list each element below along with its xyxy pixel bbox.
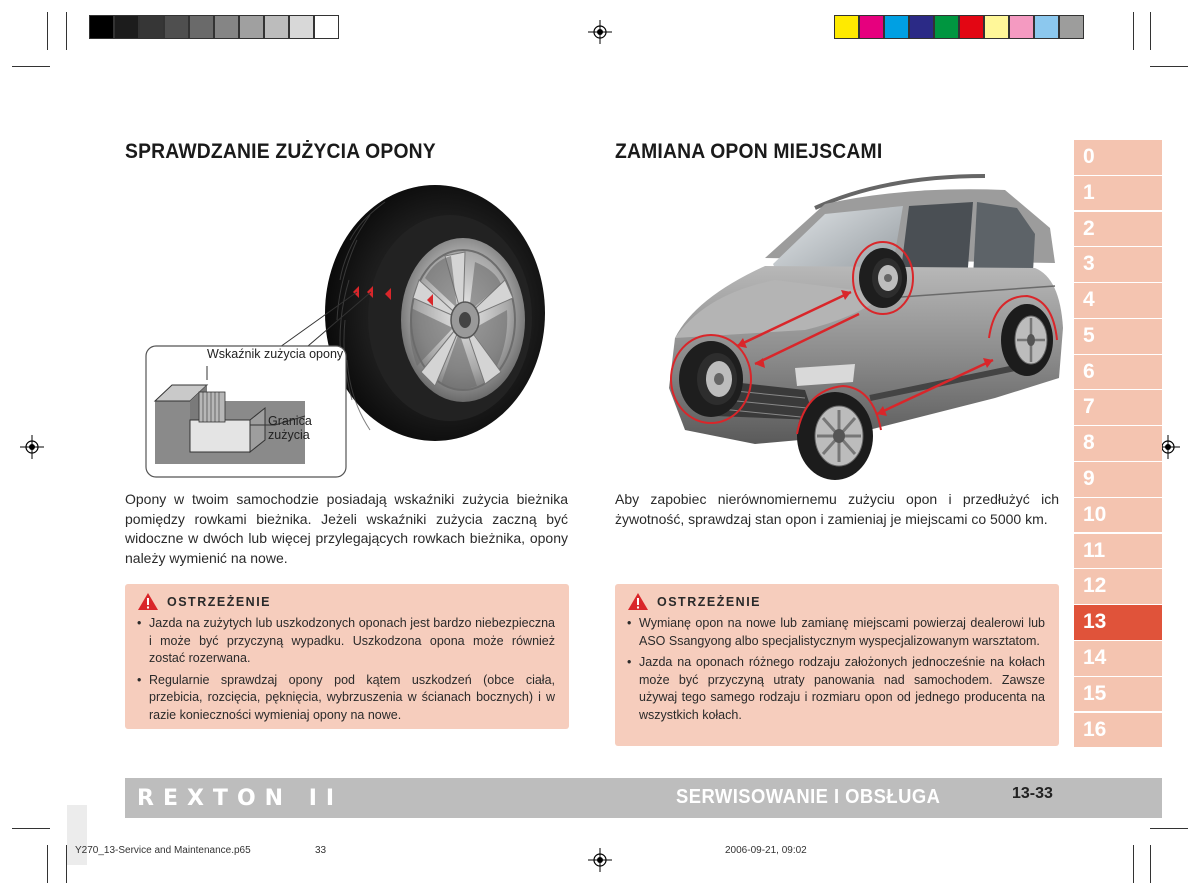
color-swatch xyxy=(189,15,214,39)
chapter-tabs xyxy=(1074,140,1162,748)
chapter-tab-12[interactable]: 12 xyxy=(1074,569,1162,604)
left-paragraph: Opony w twoim samochodzie posiadają wskaźniki zużycia bieżnika pomiędzy rowkami bieżnika. Jeżeli wskaźniki zużycia zaczną być widoczne w dwóch lub więcej przylegających rowkach bieżnika, opony należy wymienić na nowe. xyxy=(125,491,568,566)
tire-rotation-illustration xyxy=(655,168,1065,480)
crop-mark xyxy=(12,828,50,829)
crop-mark xyxy=(1133,12,1134,50)
chapter-tab-13[interactable]: 13 xyxy=(1074,605,1162,640)
color-swatch xyxy=(264,15,289,39)
chapter-tab-1[interactable]: 1 xyxy=(1074,176,1162,211)
crop-mark xyxy=(1150,845,1151,883)
gray-swatch-bar xyxy=(89,15,339,39)
color-swatch xyxy=(934,15,959,39)
margin-shade xyxy=(67,805,87,865)
color-swatch xyxy=(884,15,909,39)
crop-mark xyxy=(1133,845,1134,883)
right-paragraph: Aby zapobiec nierównomiernemu zużyciu opon i przedłużyć ich żywotność, sprawdzaj stan opon i zamieniaj je miejscami co 5000 km. xyxy=(615,491,1059,527)
color-swatch xyxy=(984,15,1009,39)
file-name: Y270_13-Service and Maintenance.p65 xyxy=(75,845,251,856)
color-swatch xyxy=(1059,15,1084,39)
crop-mark xyxy=(1150,12,1151,50)
warning-triangle-icon xyxy=(627,592,649,611)
chapter-tab-14[interactable]: 14 xyxy=(1074,641,1162,676)
color-swatch xyxy=(214,15,239,39)
color-swatch xyxy=(239,15,264,39)
chapter-tab-9[interactable]: 9 xyxy=(1074,462,1162,497)
crop-mark xyxy=(1150,828,1188,829)
footer-bar xyxy=(125,778,1162,818)
chapter-tab-6[interactable]: 6 xyxy=(1074,355,1162,390)
chapter-tab-8[interactable]: 8 xyxy=(1074,426,1162,461)
chapter-tab-4[interactable]: 4 xyxy=(1074,283,1162,318)
color-swatch xyxy=(89,15,114,39)
crop-mark xyxy=(12,66,50,67)
footer-section-title: SERWISOWANIE I OBSŁUGA xyxy=(676,786,941,808)
file-page: 33 xyxy=(315,845,327,856)
crop-mark xyxy=(47,845,48,883)
warning-triangle-icon xyxy=(137,592,159,611)
chapter-tab-5[interactable]: 5 xyxy=(1074,319,1162,354)
left-warning-box xyxy=(125,584,569,729)
warning-item: • Jazda na oponach różnego rodzaju założonych jednocześnie na kołach może być przyczyną utraty panowania nad samochodem. Zawsze używaj tego samego rodzaju i rozmiaru opon od jednego producenta na wszystkich kołach. xyxy=(627,654,1045,724)
chapter-tab-2[interactable]: 2 xyxy=(1074,212,1162,247)
crop-mark xyxy=(66,12,67,50)
left-heading: SPRAWDZANIE ZUŻYCIA OPONY xyxy=(125,140,436,163)
color-swatch xyxy=(1034,15,1059,39)
color-swatch xyxy=(139,15,164,39)
color-swatch xyxy=(859,15,884,39)
color-swatch xyxy=(314,15,339,39)
right-warning-box xyxy=(615,584,1059,746)
wear-indicator-label: Wskaźnik zużycia opony xyxy=(207,347,344,361)
warning-title: OSTRZEŻENIE xyxy=(657,594,762,609)
color-swatch xyxy=(289,15,314,39)
file-date: 2006-09-21, 09:02 xyxy=(725,845,807,856)
tire-wear-illustration xyxy=(145,180,575,480)
chapter-tab-0[interactable]: 0 xyxy=(1074,140,1162,175)
registration-mark-icon xyxy=(20,435,44,459)
crop-mark xyxy=(47,12,48,50)
color-swatch xyxy=(1009,15,1034,39)
chapter-tab-16[interactable]: 16 xyxy=(1074,713,1162,748)
wear-limit-label: Granica zużycia xyxy=(268,414,312,442)
registration-mark-icon xyxy=(588,848,612,872)
color-swatch xyxy=(834,15,859,39)
chapter-tab-15[interactable]: 15 xyxy=(1074,677,1162,712)
rexton-logo: REXTON II xyxy=(137,786,344,811)
warning-item: • Jazda na zużytych lub uszkodzonych oponach jest bardzo niebezpieczna i może być przyczyną wypadku. Uszkodzona opona może również zostać rozerwana. xyxy=(137,615,555,668)
chapter-tab-3[interactable]: 3 xyxy=(1074,247,1162,282)
registration-mark-icon xyxy=(588,20,612,44)
color-swatch xyxy=(959,15,984,39)
page-number: 13-33 xyxy=(1012,785,1053,802)
warning-item: • Wymianę opon na nowe lub zamianę miejscami powierzaj dealerowi lub ASO Ssangyong albo specjalistycznym wyspecjalizowanym warsztatom. xyxy=(627,615,1045,650)
chapter-tab-10[interactable]: 10 xyxy=(1074,498,1162,533)
chapter-tab-11[interactable]: 11 xyxy=(1074,534,1162,569)
warning-title: OSTRZEŻENIE xyxy=(167,594,272,609)
color-swatch-bar xyxy=(834,15,1084,39)
warning-item: • Regularnie sprawdzaj opony pod kątem uszkodzeń (obce ciała, przebicia, rozcięcia, pęknięcia, wybrzuszenia w ścianach bocznych) i w razie konieczności wymieniaj opony na nowe. xyxy=(137,672,555,725)
chapter-tab-7[interactable]: 7 xyxy=(1074,390,1162,425)
color-swatch xyxy=(909,15,934,39)
right-heading: ZAMIANA OPON MIEJSCAMI xyxy=(615,140,883,163)
crop-mark xyxy=(1150,66,1188,67)
color-swatch xyxy=(164,15,189,39)
color-swatch xyxy=(114,15,139,39)
